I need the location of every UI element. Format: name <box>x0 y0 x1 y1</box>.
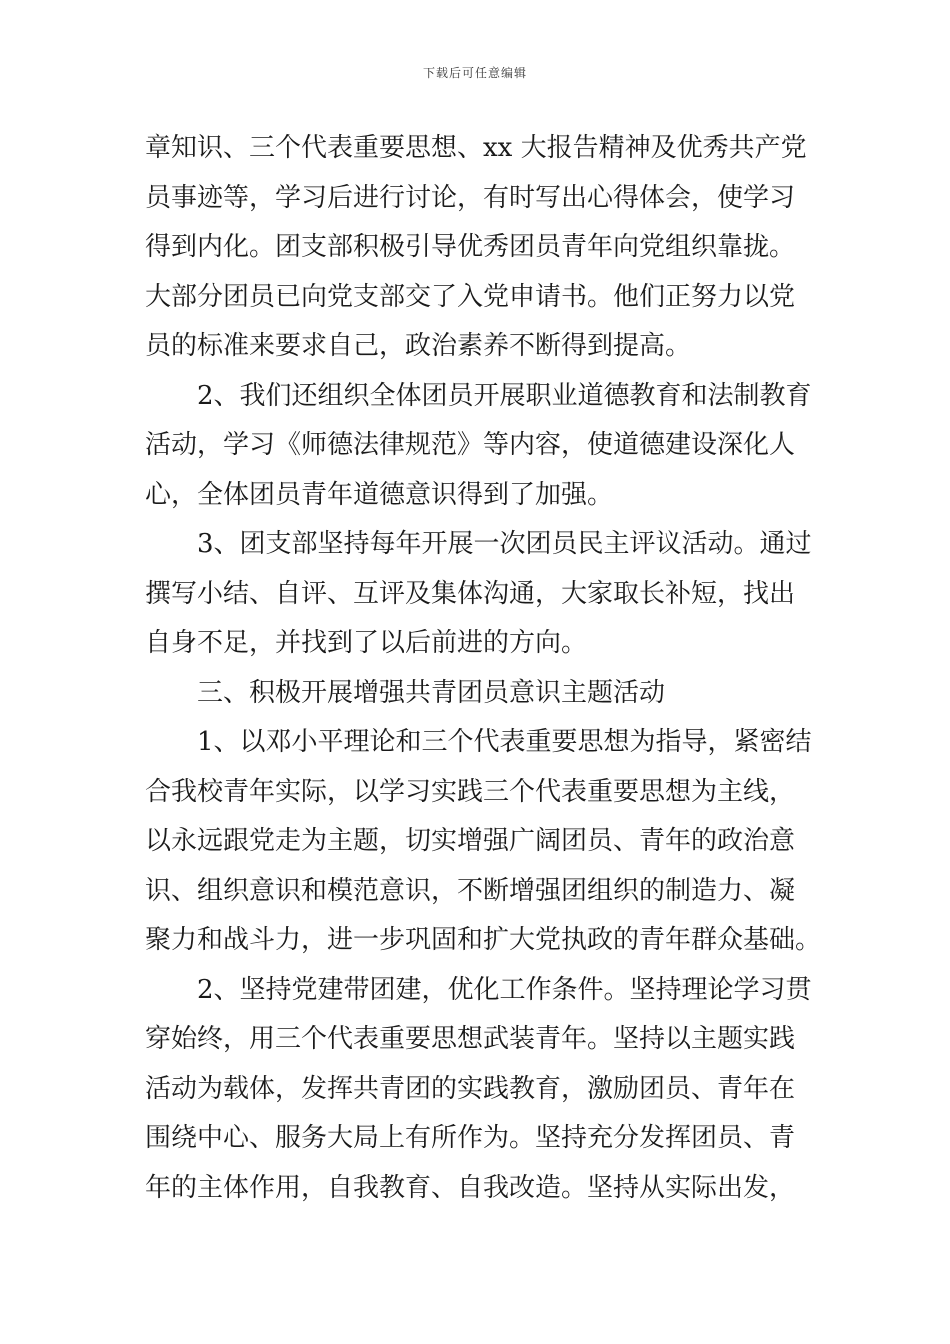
text-line: 聚力和战斗力，进一步巩固和扩大党执政的青年群众基础。 <box>145 925 822 955</box>
text-line: 围绕中心、服务大局上有所作为。坚持充分发挥团员、青 <box>145 1123 796 1153</box>
text-line: 自身不足，并找到了以后前进的方向。 <box>145 628 588 658</box>
text-line: 2、坚持党建带团建，优化工作条件。坚持理论学习贯 <box>197 974 812 1005</box>
text-line: 章知识、三个代表重要思想、xx 大报告精神及优秀共产党 <box>145 133 807 163</box>
text-line: 年的主体作用，自我教育、自我改造。坚持从实际出发， <box>145 1172 796 1203</box>
document-body <box>145 124 822 1213</box>
text-line: 穿始终，用三个代表重要思想武装青年。坚持以主题实践 <box>145 1024 796 1054</box>
text-line: 心，全体团员青年道德意识得到了加强。 <box>145 479 614 510</box>
text-line: 大部分团员已向党支部交了入党申请书。他们正努力以党 <box>145 281 796 312</box>
text-line: 活动，学习《师德法律规范》等内容，使道德建设深化人 <box>145 430 796 460</box>
text-line: 三、积极开展增强共青团员意识主题活动 <box>197 677 666 708</box>
text-line: 以永远跟党走为主题，切实增强广阔团员、青年的政治意 <box>145 826 796 856</box>
text-line: 2、我们还组织全体团员开展职业道德教育和法制教育 <box>197 380 812 411</box>
text-line: 识、组织意识和模范意识，不断增强团组织的制造力、凝 <box>145 875 796 906</box>
page-header: 下载后可任意编辑 <box>422 66 527 80</box>
text-line: 撰写小结、自评、互评及集体沟通，大家取长补短，找出 <box>145 578 796 609</box>
text-line: 活动为载体，发挥共青团的实践教育，激励团员、青年在 <box>145 1073 796 1104</box>
text-line: 员的标准来要求自己，政治素养不断得到提高。 <box>145 331 692 361</box>
text-line: 3、团支部坚持每年开展一次团员民主评议活动。通过 <box>197 529 812 559</box>
text-line: 得到内化。团支部积极引导优秀团员青年向党组织靠拢。 <box>145 232 796 262</box>
text-line: 1、以邓小平理论和三个代表重要思想为指导，紧密结 <box>197 727 812 757</box>
text-line: 员事迹等，学习后进行讨论，有时写出心得体会，使学习 <box>145 182 796 213</box>
text-line: 合我校青年实际，以学习实践三个代表重要思想为主线， <box>145 776 796 807</box>
